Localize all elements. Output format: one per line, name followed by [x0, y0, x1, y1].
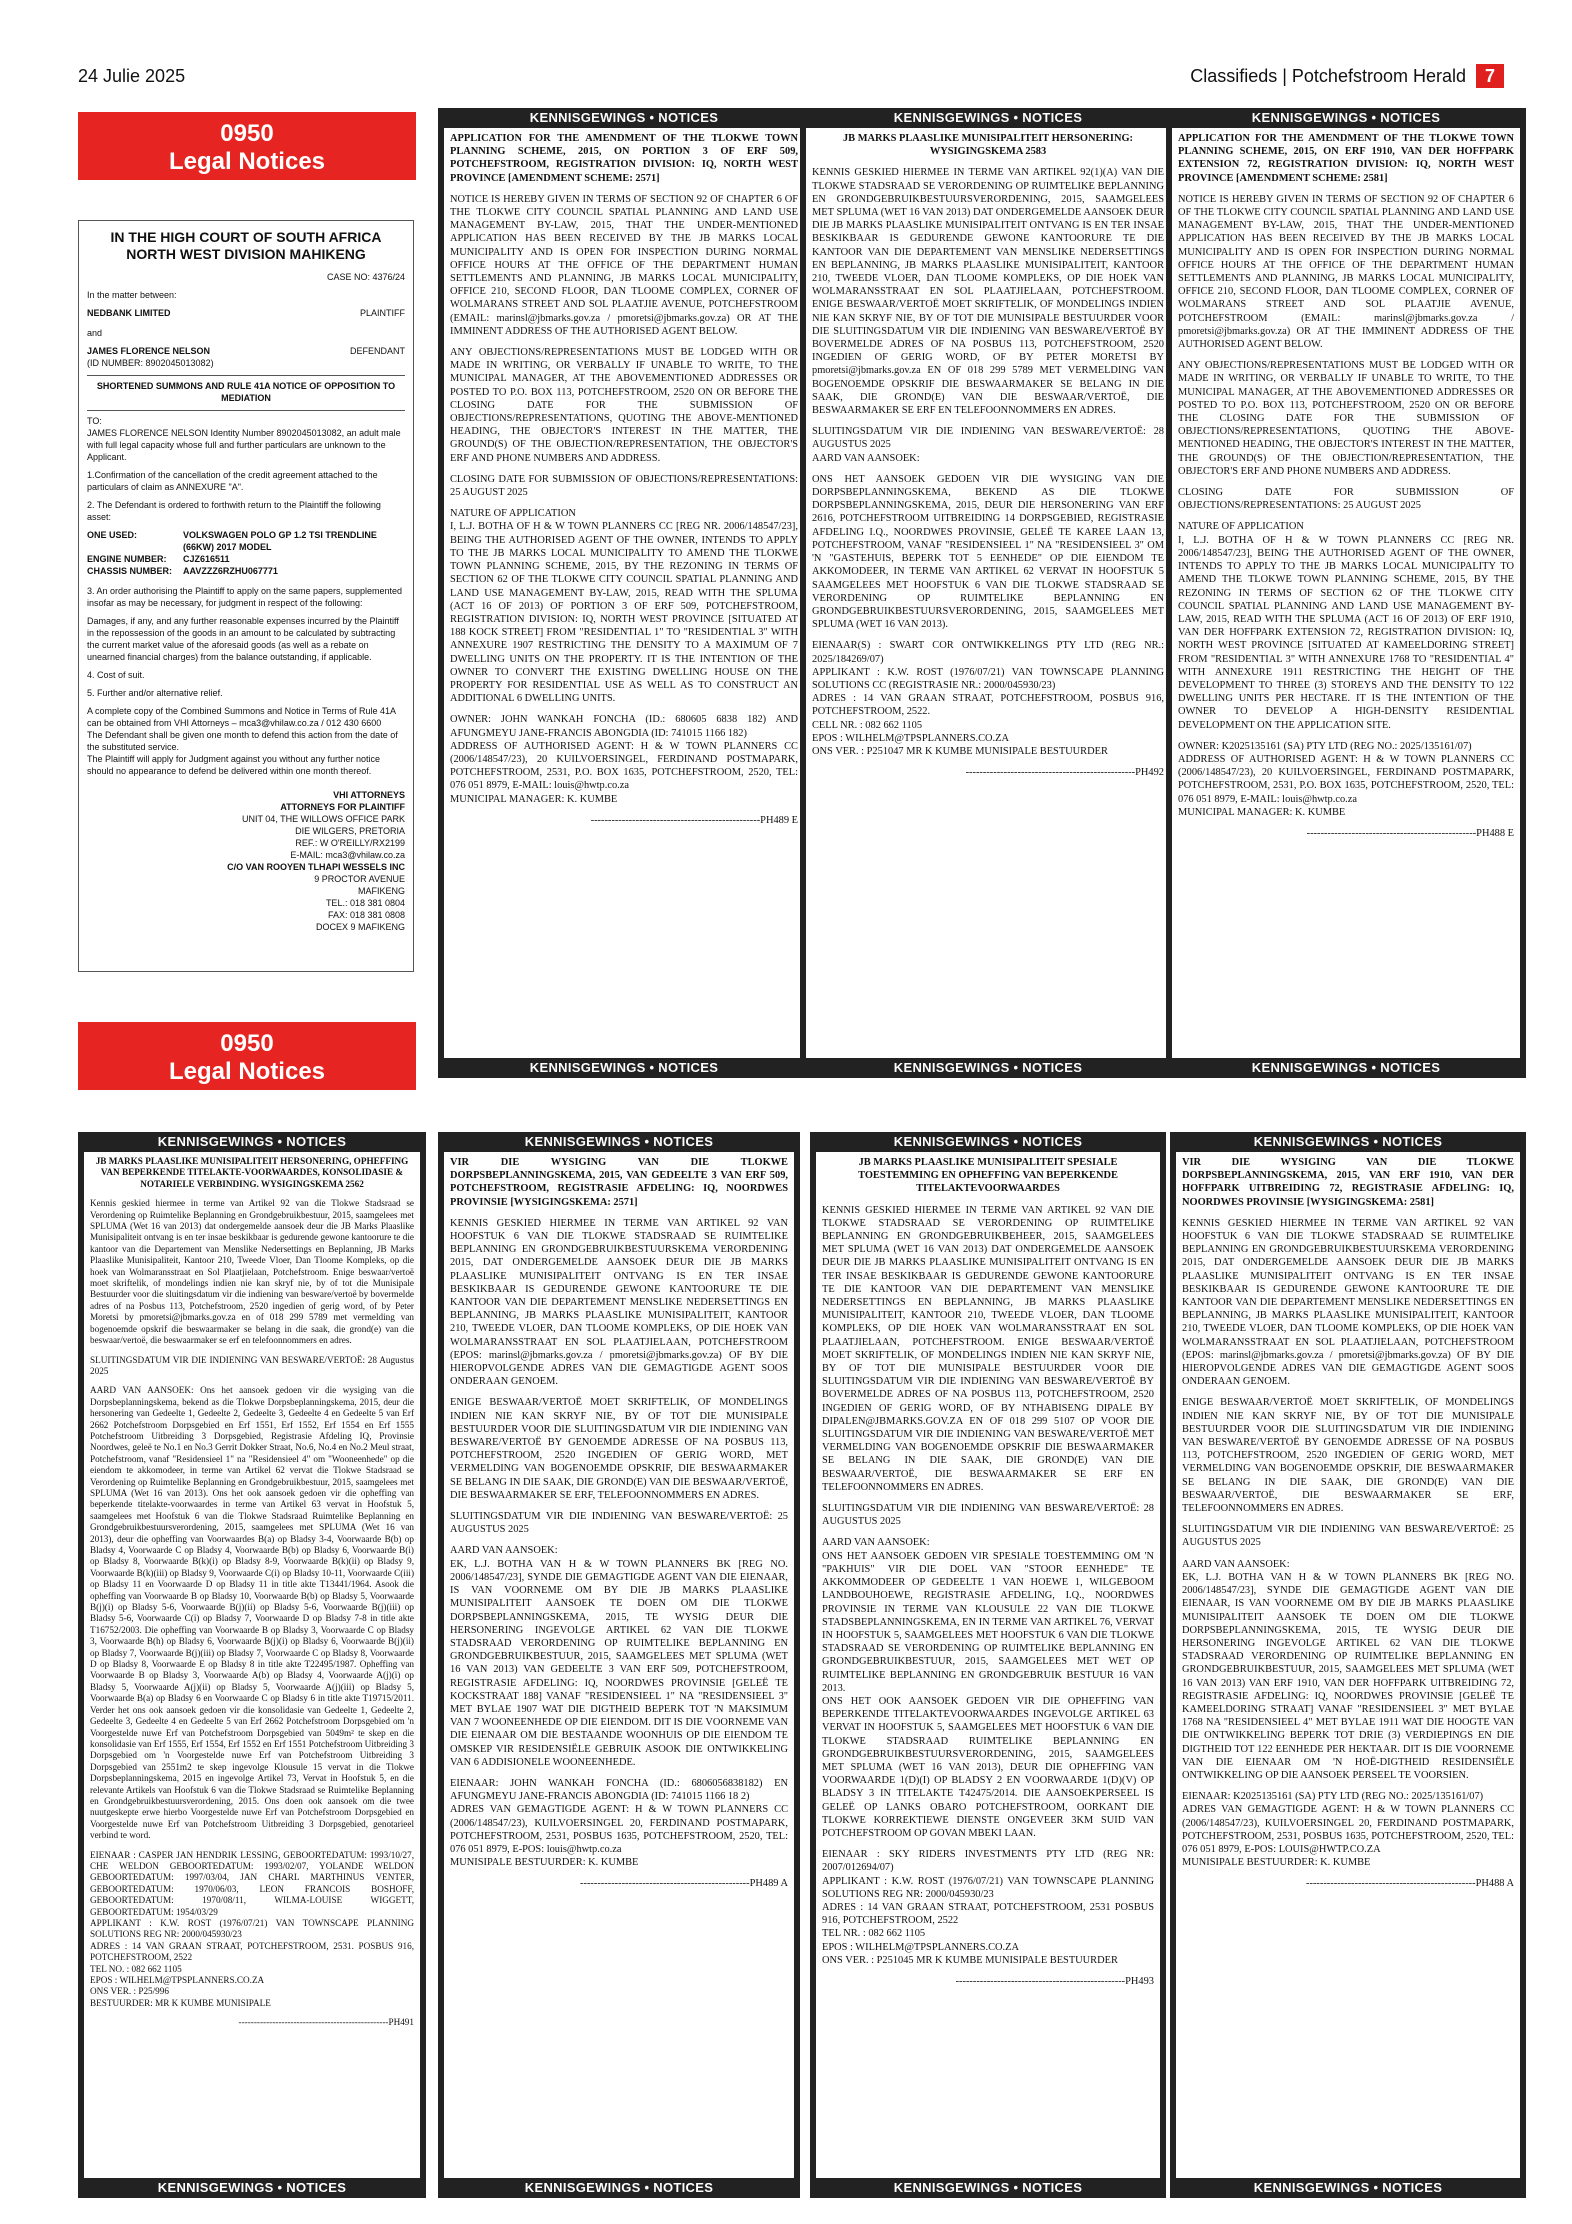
- fax: FAX: 018 381 0808: [327, 910, 405, 920]
- page-number: 7: [1476, 64, 1504, 88]
- plaintiff-role: PLAINTIFF: [359, 308, 405, 318]
- judgment-text: The Plaintiff will apply for Judgment against you without any further notice should no appearance to defend be delivered within one month thereof.: [87, 754, 380, 776]
- claim-4: 4. Cost of suit.: [87, 670, 145, 680]
- notice-paragraph: SLUITINGSDATUM VIR DIE INDIENING VAN BESWARE/VERTOË: 28 AUGUSTUS 2025: [822, 1503, 1154, 1528]
- telephone: TEL.: 018 381 0804: [325, 898, 405, 908]
- notice-paragraph: CLOSING DATE FOR SUBMISSION OF OBJECTIONS/REPRESENTATIONS: 25 AUGUST 2025: [1178, 487, 1514, 512]
- notice-body: [806, 128, 1170, 1058]
- notice-paragraph: SLUITINGSDATUM VIR DIE INDIENING VAN BESWARE/VERTOË: 25 AUGUSTUS 2025: [1182, 1524, 1514, 1549]
- notice-heading: JB MARKS PLAASLIKE MUNISIPALITEIT HERSONERING: WYSIGINGSKEMA 2583: [842, 133, 1134, 158]
- banner-title: Legal Notices: [168, 1058, 326, 1085]
- notice-reference: -------------------------------------------------PH489 A: [580, 1878, 788, 1890]
- claim-1: 1.Confirmation of the cancellation of the credit agreement attached to the particulars of claim as ANNEXURE "A".: [87, 470, 378, 492]
- notice-body: [816, 1152, 1160, 2178]
- notice-paragraph: CLOSING DATE FOR SUBMISSION OF OBJECTIONS/REPRESENTATIONS: 25 AUGUST 2025: [450, 473, 798, 499]
- notice-paragraph: EIENAAR: K2025135161 (SA) PTY LTD (REG NO.: 2025/135161/07) ADRES VAN GEMAGTIGDE AGENT: H & W TOWN PLANNERS CC (2006/148547/23), KUILVOERSINGEL 20, FERDINAND POSTMAPARK, POTCHEFSTROOM, 2531, POSBUS 1635, POTCHEFSTROOM, 2520, TEL: 076 051 8979, E-POS: LOUIS@HWTP.CO.ZA MUNISIPALE BESTUURDER: K. KUMBE: [1182, 1791, 1514, 1869]
- notice-reference: -------------------------------------------------PH488 E: [1306, 827, 1514, 839]
- notice-body: [84, 1152, 420, 2178]
- notice-paragraph: ANY OBJECTIONS/REPRESENTATIONS MUST BE LODGED WITH OR MADE IN WRITING, OR VERBALLY IF UNABLE TO WRITE, TO THE MUNICIPAL MANAGER, AT THE ABOVEMENTIONED ADDRESSES OR POSTED TO P.O. BOX 113, POTCHEFSTROOM, 2520 ON OR BEFORE THE CLOSING DATE FOR THE SUBMISSION OF OBJECTIONS/REPRESENTATIONS, QUOTING THE ABOVE-MENTIONED HEADING, THE OBJECTOR'S INTEREST IN THE MATTER, THE GROUND(S) OF THE OBJECTION/REPRESENTATION, THE OBJECTOR'S ERF AND PHONE NUMBERS AND ADDRESS.: [450, 347, 798, 464]
- notice-paragraph: ONS HET AANSOEK GEDOEN VIR DIE WYSIGING VAN DIE DORPSBEPLANNINGSKEMA, BEKEND AS DIE TLOKWE DORPSBEPLANNINGSKEMA, 2015, DEUR DIE HERSONERING VAN ERF 2616, POTCHEFSTROOM UITBREIDING 14 DORPSGEBIED, REGISTRASIE AFDELING I.Q., NOORDWES PROVINSIE, GELEË TE KAREE LAAN 13, POTCHEFSTROOM, VANAF "RESIDENSIEEL 1" NA "RESIDENSIEEL 3" OM 'N "GASTEHUIS, BEPERK TOT 5 EENHEDE" OP DIE EIENDOM TE AKKOMODEER, IN TERME VAN ARTIKEL 62 VERVAT IN HOOFSTUK 5 SAAMGELEES MET HOOFSTUK 6 VAN DIE TLOKWE STADSRAAD SE VERORDENING OP RUIMTELIKE BEPLANNING EN GRONDGEBRUIKBESTUURSVERORDENING, 2015, SAAMGELEES MET SPLUMA (WET 16 VAN 2013).: [812, 473, 1164, 631]
- banner-title: Legal Notices: [168, 148, 326, 175]
- legal-notices-banner: [78, 112, 416, 180]
- to-text: JAMES FLORENCE NELSON Identity Number 8902045013082, an adult male with full legal capacity whose full and further particulars are unknown to the Applicant.: [87, 428, 401, 462]
- section-title: Classifieds | Potchefstroom Herald: [1190, 65, 1466, 86]
- chassis-label: CHASSIS NUMBER:: [87, 566, 173, 576]
- notice-box: [78, 1132, 426, 2198]
- chassis-value: AAVZZZ6RZHU067771: [183, 566, 278, 576]
- notice-bar-bottom: KENNISGEWINGS • NOTICES: [529, 1060, 719, 1075]
- notice-paragraph: NATURE OF APPLICATION I, L.J. BOTHA OF H & W TOWN PLANNERS CC [REG NR. 2006/148547/23], BEING THE AUTHORISED AGENT OF THE OWNER, INTENDS TO APPLY TO THE JB MARKS LOCAL MUNICIPALITY TO AMEND THE TLOKWE TOWN PLANNING SCHEME, 2015, BY THE REZONING IN TERMS OF SECTION 62 OF THE TLOKWE CITY COUNCIL SPATIAL PLANNING AND LAND USE MANAGEMENT BY-LAW, 2015, READ WITH THE SPLUMA (ACT 16 OF 2013) OF ERF 1910, VAN DER HOFFPARK EXTENSION 72, REGISTRATION DIVISION: IQ, NORTH WEST PROVINCE [SITUATED AT KAMEELDORING STREET] FROM "RESIDENTIAL 3" WITH ANNEXURE 1768 TO "RESIDENTIAL 4" WITH ANNEXURE 1911 RESTRICTING THE HEIGHT OF THE DEVELOPMENT TO THREE (3) STOREYS AND THE DENSITY TO 122 DWELLING UNITS PER HECTARE. IT IS THE INTENTION OF THE OWNER TO DEVELOP A HIGH-DENSITY RESIDENTIAL DEVELOPMENT ON THE APPLICATION SITE.: [1178, 521, 1514, 731]
- notice-paragraph: KENNIS GESKIED HIERMEE IN TERME VAN ARTIKEL 92 VAN HOOFSTUK 6 VAN DIE TLOKWE STADSRAAD SE RUIMTELIKE BEPLANNING EN GRONDGEBRUIKBESTUURSKEMA VERORDENING 2015, DAT ONDERGEMELDE AANSOEK DEUR DIE JB MARKS PLAASLIKE MUNISIPALITEIT ONTVANG IS EN TER INSAE BESKIKBAAR IS GEDURENDE GEWONE KANTOORURE TE DIE KANTOOR VAN DIE DEPARTEMENT MENSLIKE NEDERSETTINGS EN BEPLANNING, JB MARKS PLAASLIKE MUNISIPALITEIT, KANTOOR 210, TWEEDE VLOER, DAN TLOOME KOMPLEKS, OP DIE HOEK VAN WOLMARANSSTRAAT EN SOL PLAATJIELAAN, POTCHEFSTROOM (EPOS: marinsl@jbmarks.gov.za / pmoretsi@jbmarks.gov.za) OF BY DIE HIEROPVOLGENDE ADRES VAN DIE GEMAGTIGDE AGENT SOOS ONDERAAN GENOEM.: [450, 1217, 788, 1388]
- copy-text: A complete copy of the Combined Summons and Notice in Terms of Rule 41A can be obtained from VHI Attorneys – mca3@vhilaw.co.za / 012 430 6600: [87, 706, 396, 728]
- notice-paragraph: ENIGE BESWAAR/VERTOË MOET SKRIFTELIK, OF MONDELINGS INDIEN NIE KAN SKRYF NIE, BY OF TOT DIE MUNISIPALE BESTUURDER VOOR DIE SLUITINGSDATUM VIR DIE INDIENING VAN BESWARE/VERTOË BY GENOEMDE ADRESSE OF NA POSBUS 113, POTCHEFSTROOM, 2520 INGEDIEN OF GERIG WORD, MET VERMELDING VAN BOGENOEMDE OPSKRIF, DIE BESWAARMAKER SE BELANG IN DIE SAAK, DIE GROND(E) VAN DIE BESWAAR/VERTOË, DIE BESWAARMAKER SE ERF, TELEFOONNOMMERS EN ADRES.: [1182, 1397, 1514, 1515]
- asset-details: [87, 529, 405, 577]
- notice-reference: -------------------------------------------------PH492: [965, 767, 1164, 779]
- docex: DOCEX 9 MAFIKENG: [315, 922, 405, 932]
- notice-reference: -------------------------------------------------PH491: [238, 2017, 414, 2028]
- notice-bar-bottom: KENNISGEWINGS • NOTICES: [524, 2180, 714, 2195]
- notice-body: [444, 128, 804, 1058]
- notice-heading: JB MARKS PLAASLIKE MUNISIPALITEIT SPESIALE TOESTEMMING EN OPHEFFING VAN BEPERKENDE TITELAKTEVOORWAARDES: [858, 1157, 1118, 1195]
- notice-bar-top: KENNISGEWINGS • NOTICES: [1253, 1134, 1443, 1149]
- notice-paragraph: KENNIS GESKIED HIERMEE IN TERME VAN ARTIKEL 92 VAN HOOFSTUK 6 VAN DIE TLOKWE STADSRAAD SE RUIMTELIKE BEPLANNING EN GRONDGEBRUIKBESTUURSKEMA VERORDENING 2015, DAT ONDERGEMELDE AANSOEK DEUR DIE JB MARKS PLAASLIKE MUNISIPALITEIT ONTVANG IS EN TER INSAE BESKIKBAAR IS GEDURENDE GEWONE KANTOORURE TE DIE KANTOOR VAN DIE DEPARTEMENT MENSLIKE NEDERSETTINGS EN BEPLANNING, JB MARKS PLAASLIKE MUNISIPALITEIT, KANTOOR 210, TWEEDE VLOER, DAN TLOOME KOMPLEKS, OP DIE HOEK VAN WOLMARANSSTRAAT EN SOL PLAATJIELAAN, POTCHEFSTROOM (EPOS: marinsl@jbmarks.gov.za / pmoretsi@jbmarks.gov.za) OF BY DIE HIEROPVOLGENDE ADRES VAN DIE GEMAGTIGDE AGENT SOOS ONDERAAN GENOEM.: [1182, 1217, 1514, 1388]
- notice-paragraph: AARD VAN AANSOEK: Ons het aansoek gedoen vir die wysiging van die Dorpsbeplanningskema, bekend as die Tlokwe Dorpsbeplanningskema, 2015, deur die hersonering van Gedeelte 1, Gedeelte 2, Gedeelte 3, Gedeelte 4 en Gedeelte 5 van Erf 2662 Potchefstroom Dorpsgebied en Erf 1551, Erf 1552, Erf 1554 en Erf 1555 Potchefstroom Uitbreiding 3 Dorpsgebied, Registrasie Afdeling IQ, Provinsie Noordwes, geleë te No.1 en No.3 Gerrit Dokker Straat, No.6, No.4 en No.2 Meul straat, Potchefstroom, vanaf "Residensieel 1" na "Residensieel 4" om "Wooneenhede" op die eiendom te akkomodeer, in terme van Artikel 62 vervat die Tlokwe Stadsraad se Verordening op Ruimtelike Beplanning en Grondgebruikbestuur, 2015, saamgelees met SPLUMA (Wet 16 van 2013). Ons het ook aansoek gedoen vir die opheffing van beperkende titelakte-voorwaardes in terme van Artikel 63 vervat in Hoofstuk 5, saamgelees met Hoofstuk 6 van die Tlokwe Stadsraad Ruimtelike Beplanning en Grondgebruikbestuursverordening, 2015, saamgelees met SPLUMA (Wet 16 van 2013), deur die opheffing van Voorwaardes B(a) op Bladsy 3-4, Voorwaarde B(b) op Bladsy 4, Voorwaarde C op Bladsy 4, Voorwaarde B(b) op Bladsy 6, Voorwaarde B(i) op Bladsy 8, Voorwaarde B(k)(i) op Bladsy 8-9, Voorwaarde B(k)(ii) op Bladsy 9, Voorwaarde B(k)(iii) op Bladsy 9, Voorwaarde C(i) op Bladsy 10-11, Voorwaarde C(iii) op Bladsy 11 en Voorwaarde D op Bladsy 11 in title akte T13441/1964. Asook die opheffing van Voorwaarde B op Bladsy 10, Voorwaarde B(b) op Bladsy 5, Voorwaarde B(j)(i) op Bladsy 5-6, Voorwaarde B(j)(ii) op Bladsy 5-6, Voorwaarde B(j)(iii) op Bladsy 5-6, Voorwaarde C(i) op Bladsy 7, Voorwaarde D op Bladsy 7-8 in title akte T16752/2003. Die opheffing van Voorwaarde B op Bladsy 3, Voorwaarde C op Bladsy 3, Voorwaarde B(h) op Bladsy 6, Voorwaarde B(j)(i) op Bladsy 6, Voorwaarde B(j)(ii) op Bladsy 7, Voorwaarde B(j)(iii) op Bladsy 7, Voorwaarde C op Bladsy 8, Voorwaarde D op Bladsy 8, Voorwaarde E op Bladsy 8 in title akte T22495/1987. Opheffing van Voorwaarde B op Bladsy 3, Voorwaarde A(b) op Bladsy 4, Voorwaarde A(j)(i) op Bladsy 5, Voorwaarde A(j)(ii) op Bladsy 5, Voorwaarde A(j)(iii) op Bladsy 5, Voorwaarde B(a) op Bladsy 6 en Voorwaarde C op Bladsy 6 in title akte T19715/2011. Verder het ons ook aansoek gedoen vir die konsolidasie van Gedeelte 1, Gedeelte 2, Gedeelte 3, Gedeelte 4 en Gedeelte 5 van Erf 2662 Potchefstroom Dorpsgebied om 'n Voorgestelde nuwe Erf van Potchefstroom Dorpsgebied van 5049m² te skep en die konsolidasie van Erf 1555, Erf 1554, Erf 1552 en Erf 1551 Potchefstroom Uitbreiding 3 Dorpsgebied om 'n Voorgestelde nuwe Erf van Potchefstroom Uitbreiding 3 Dorpsgebied van 2551m2 te skep ingevolge Klousule 15 vervat in die Tlokwe Dorpsbeplanningskema, 2015 en ingevolge Artikel 73, Vervat in Hoofstuk 5, en die relevante Artikels van Hoofstuk 6 van die Tlokwe Stadsraad se Ruimtelike Beplanning en Grondgebruikbestuursverordening, 2015. Ons doen ook aansoek om die twee nuutgeskepte erwe hierbo Voorgestelde nuwe Erf van Potchefstroom Dorpsgebied en Voorgestelde nuwe Erf van Potchefstroom Uitbreiding 3 Dorpsgebied, genotarieel verbind te word.: [90, 1385, 414, 1841]
- engine-label: ENGINE NUMBER:: [87, 554, 167, 564]
- notice-paragraph: EIENAAR : CASPER JAN HENDRIK LESSING, GEBOORTEDATUM: 1993/10/27, CHE WELDON GEBOORTEDATUM: 1993/02/07, YOLANDE WELDON GEBOORTEDATUM: 1997/03/04, JAN CHARL MARTHINUS VENTER, GEBOORTEDATUM: 1970/06/03, LEON FRANCOIS BOSHOFF, GEBOORTEDATUM: 1970/08/11, WILMA-LOUISE WIGGETT, GEBOORTEDATUM: 1954/03/29 APPLIKANT : K.W. ROST (1976/07/21) VAN TOWNSCAPE PLANNING SOLUTIONS REG NR: 2000/045930/23 ADRES : 14 VAN GRAAN STRAAT, POTCHEFSTROOM, 2531. POSBUS 916, POTCHEFSTROOM, 2522 TEL NO. : 082 662 1105 EPOS : WILHELM@TPSPLANNERS.CO.ZA ONS VER. : P25/996 BESTUURDER: MR K KUMBE MUNISIPALE: [90, 1849, 414, 2008]
- notice-paragraph: ANY OBJECTIONS/REPRESENTATIONS MUST BE LODGED WITH OR MADE IN WRITING, OR VERBALLY IF UNABLE TO WRITE, TO THE MUNICIPAL MANAGER, AT THE ABOVEMENTIONED ADDRESSES OR POSTED TO P.O. BOX 113, POTCHEFSTROOM, 2520 ON OR BEFORE THE CLOSING DATE FOR THE SUBMISSION OF OBJECTIONS/REPRESENTATIONS, QUOTING THE ABOVE-MENTIONED HEADING, THE OBJECTOR'S INTEREST IN THE MATTER, THE GROUND(S) OF THE OBJECTION/REPRESENTATION, THE OBJECTOR'S ERF AND PHONE NUMBERS AND ADDRESS.: [1178, 360, 1514, 477]
- notice-bar-bottom: KENNISGEWINGS • NOTICES: [893, 2180, 1083, 2195]
- notice-heading: APPLICATION FOR THE AMENDMENT OF THE TLOKWE TOWN PLANNING SCHEME, 2015, ON ERF 1910, VAN DER HOFFPARK EXTENSION 72, REGISTRATION DIVISION: IQ, NORTH WEST PROVINCE [AMENDMENT SCHEME: 2581]: [1178, 133, 1514, 184]
- defendant-id: (ID NUMBER: 8902045013082): [87, 358, 214, 368]
- section-header: [1190, 64, 1504, 88]
- notice-bar-bottom: KENNISGEWINGS • NOTICES: [1253, 2180, 1443, 2195]
- matter-text: In the matter between:: [87, 290, 177, 300]
- notice-bar-top: KENNISGEWINGS • NOTICES: [524, 1134, 714, 1149]
- correspondent-address-1: 9 PROCTOR AVENUE: [314, 874, 405, 884]
- notice-heading: VIR DIE WYSIGING VAN DIE TLOKWE DORPSBEPLANNINGSKEMA, 2015, VAN GEDEELTE 3 VAN ERF 509, POTCHEFSTROOM, REGISTRASIE AFDELING: IQ, NOORDWES PROVINSIE [WYSIGINGSKEMA: 2571]: [450, 1157, 788, 1208]
- notice-paragraph: KENNIS GESKIED HIERMEE IN TERME VAN ARTIKEL 92 VAN DIE TLOKWE STADSRAAD SE VERORDENING OP RUIMTELIKE BEPLANNING EN GRONDGEBRUIKBEHEER, 2015, SAAMGELEES MET SPLUMA (WET 16 VAN 2013) DAT ONDERGEMELDE AANSOEK DEUR DIE JB MARKS PLAASLIKE MUNISIPALITEIT ONTVANG IS EN TER INSAE BESKIKBAAR IS GEDURENDE GEWONE KANTOORURE TE DIE KANTOOR VAN DIE DEPARTEMENT VAN MENSLIKE NEDERSETTINGS EN BEPLANNING, JB MARKS PLAASLIKE MUNISIPALITEIT, KANTOOR 210, TWEEDE VLOER, DAN TLOOME KOMPLEKS, OP DIE HOEK VAN WOLMARANSSTRAAT EN SOL PLAATJIELAAN, POTCHEFSTROOM. ENIGE BESWAAR/VERTOË MOET SKRIFTELIK, OF MONDELINGS INDIEN NIE KAN SKRYF NIE, BY OF TOT DIE MUNISIPALE BESTUURDER VOOR DIE SLUITINGSDATUM VIR DIE INDIENING VAN BESWARE/VERTOË BY BOVERMELDE ADRES OF NA POSBUS 113, POTCHEFSTROOM, 2520 INGEDIEN OF GERIG WORD, OF BY NTHABISENG DIPALE BY DIPALEN@JBMARKS.GOV.ZA EN OF 018 299 5107 OP VOOR DIE SLUITINGSDATUM VIR DIE INDIENING VAN BESWARE/VERTOË MET VERMELDING VAN BOGENOEMDE OPSKRIF DIE BESWAARMAKER SE BELANG IN DIE SAAK, DIE GROND(E) VAN DIE BESWAAR/VERTOË, DIE BESWAARMAKER SE ERF EN TELEFOONNOMMERS EN ADRES.: [822, 1204, 1154, 1493]
- correspondent: C/O VAN ROOYEN TLHAPI WESSELS INC: [227, 862, 405, 872]
- banner-number: 0950: [220, 120, 274, 147]
- damages-text: Damages, if any, and any further reasonable expenses incurred by the Plaintiff in the repossession of the goods in an amount to be calculated by subtracting the current market value of the aforesaid goods (as well as a rebate on unearned financial charges) from the balance outstanding, if applicable.: [87, 616, 399, 662]
- notice-paragraph: ENIGE BESWAAR/VERTOË MOET SKRIFTELIK, OF MONDELINGS INDIEN NIE KAN SKRYF NIE, BY OF TOT DIE MUNISIPALE BESTUURDER VOOR DIE SLUITINGSDATUM VIR DIE INDIENING VAN BESWARE/VERTOË BY GENOEMDE ADRESSE OF NA POSBUS 113, POTCHEFSTROOM, 2520 INGEDIEN OF GERIG WORD, MET VERMELDING VAN BOGENOEMDE OPSKRIF, DIE BESWAARMAKER SE BELANG IN DIE SAAK, DIE GROND(E) VAN DIE BESWAAR/VERTOË, DIE BESWAARMAKER SE ERF, TELEFOONNOMMERS EN ADRES.: [450, 1397, 788, 1501]
- notice-bar-top: KENNISGEWINGS • NOTICES: [157, 1134, 347, 1149]
- correspondent-address-2: MAFIKENG: [357, 886, 405, 896]
- notice-heading: JB MARKS PLAASLIKE MUNISIPALITEIT HERSONERING, OPHEFFING VAN BEPERKENDE TITELAKTE-VOORWAARDES, KONSOLIDASIE & NOTARIELE VERBINDING. WYSIGINGSKEMA 2562: [95, 1156, 409, 1189]
- notice-paragraph: AARD VAN AANSOEK: EK, L.J. BOTHA VAN H & W TOWN PLANNERS BK [REG NO. 2006/148547/23], SYNDE DIE GEMAGTIGDE AGENT VAN DIE EIENAAR, IS VAN VOORNEME OM BY DIE JB MARKS PLAASLIKE MUNISIPALITEIT AANSOEK TE DOEN OM DIE TLOKWE DORPSBEPLANNINGSKEMA, 2015, TE WYSIG DEUR DIE HERSONERING INGEVOLGE ARTIKEL 62 VAN DIE TLOKWE STADSRAAD VERORDENING OP RUIMTELIKE BEPLANNING EN GRONDGEBRUIKBESTUUR, 2015, SAAMGELEES MET SPLUMA (WET 16 VAN 2013) VAN ERF 1910, VAN DER HOFFPARK UITBREIDING 72, REGISTRASIE AFDELING: IQ, NOORDWES PROVINSIE [GELEË TE KAMEELDORING STRAAT] VANAF "RESIDENSIEEL 3" MET BYLAE 1768 NA "RESIDENSIEEL 4" MET BYLAE 1911 WAT DIE HOOGTE VAN DIE ONTWIKKELING BEPERK TOT DRIE (3) VERDIEPINGS EN DIE DIGTHEID TOT 122 EENHEDE PER HEKTAAR. DIT IS DIE VOORNEME VAN DIE EIENAAR OM 'N HOË-DIGTHEID RESIDENSIËLE ONTWIKKELING OP DIE AANSOEK PERSEEL TE VOORSIEN.: [1182, 1558, 1514, 1781]
- divider: [87, 375, 405, 376]
- engine-value: CJZ616511: [183, 554, 230, 564]
- defend-text: The Defendant shall be given one month to defend this action from the date of the substituted service.: [87, 730, 398, 752]
- divider: [87, 410, 405, 411]
- banner-number: 0950: [220, 1030, 274, 1057]
- notice-paragraph: EIENAAR(S) : SWART COR ONTWIKKELINGS PTY LTD (REG NR.: 2025/184269/07) APPLIKANT : K.W. ROST (1976/07/21) VAN TOWNSCAPE PLANNING SOLUTIONS CC (REGISTRASIE NR.: 2000/045930/23) ADRES : 14 VAN GRAAN STRAAT, POTCHEFSTROOM, POSBUS 916, POTCHEFSTROOM, 2522. CELL NR. : 082 662 1105 EPOS : WILHELM@TPSPLANNERS.CO.ZA ONS VER. : P251047 MR K KUMBE MUNISIPALE BESTUURDER: [812, 640, 1164, 757]
- notice-box: [1166, 108, 1526, 1078]
- notice-paragraph: EIENAAR : SKY RIDERS INVESTMENTS PTY LTD (REG NR: 2007/012694/07) APPLIKANT : K.W. ROST (1976/07/21) VAN TOWNSCAPE PLANNING SOLUTIONS REG NR: 2000/045930/23 ADRES : 14 VAN GRAAN STRAAT, POTCHEFSTROOM, 2531 POSBUS 916, POTCHEFSTROOM, 2522 TEL NR. : 082 662 1105 EPOS : WILHELM@TPSPLANNERS.CO.ZA ONS VER. : P251045 MR K KUMBE MUNISIPALE BESTUURDER: [822, 1849, 1154, 1966]
- address-line-1: UNIT 04, THE WILLOWS OFFICE PARK: [241, 814, 405, 824]
- one-used-value: VOLKSWAGEN POLO GP 1.2 TSI TRENDLINE (66KW) 2017 MODEL: [183, 530, 377, 552]
- notice-paragraph: OWNER: K2025135161 (SA) PTY LTD (REG NO.: 2025/135161/07) ADDRESS OF AUTHORISED AGENT: H & W TOWN PLANNERS CC (2006/148547/23), 20 KUILVOERSINGEL, FERDINAND POSTMAPARK, POTCHEFSTROOM, 2531, P.O. BOX 1635, POTCHEFSTROOM, 2520, TEL: 076 051 8979, E-MAIL: louis@hwtp.co.za MUNICIPAL MANAGER: K. KUMBE: [1178, 740, 1514, 818]
- address-line-2: DIE WILGERS, PRETORIA: [295, 826, 405, 836]
- attorneys-for: ATTORNEYS FOR PLAINTIFF: [280, 802, 405, 812]
- legal-notices-banner: [78, 1022, 416, 1090]
- notice-paragraph: AARD VAN AANSOEK: ONS HET AANSOEK GEDOEN VIR SPESIALE TOESTEMMING OM 'N "PAKHUIS" VIR DIE DOEL VAN "STOOR EENHEDE" TE AKKOMMODEER OP GEDEELTE 1 VAN HOEWE 1, WILGEBOOM LANDBOUHOEWE, REGISTRASIE AFDELING, I.Q., NOORDWES PROVINSIE IN TERME VAN KLOUSULE 22 VAN DIE TLOKWE STADSBEPLANNINGSKEMA, EN IN TERME VAN ARTIKEL 76, VERVAT IN HOOFSTUK 5, SAAMGELEES MET HOOFSTUK 6 VAN DIE TLOKWE STADSRAAD SE VERORDENING OP RUIMTELIKE BEPLANNING EN GRONDGEBRUIKBESTUUR, 2015, SAAMGELEES MET WET OP RUIMTELIKE BEPLANNING EN GRONDGEBRUIK BESTUUR 16 VAN 2013. ONS HET OOK AANSOEK GEDOEN VIR DIE OPHEFFING VAN BEPERKENDE TITELAKTEVOORWAARDES INGEVOLGE ARTIKEL 63 VERVAT IN HOOFSTUK 5, SAAMGELEES MET HOOFSTUK 6 VAN DIE TLOKWE STADSRAAD RUIMTELIKE BEPLANNING EN GRONDGEBRUIKBESTUURSVERORDENING, 2015, SAAMGELEES MET SPLUMA (WET 16 VAN 2013), DEUR DIE OPHEFFING VAN VOORWAARDE 1(D)(I) OP BLADSY 2 EN VOORWAARDE 1(D)(V) OP BLADSY 3 IN TITELAKTE T42475/2014. DIE AANSOEKPERSEEL IS GELEË OP LANKS OBARO POTCHEFSTROOM, OORKANT DIE TLOKWE KORREKTIEWE DIENSTE ONGEVEER 3KM SUID VAN POTCHEFSTROOM OP GOVAN MBEKI LAAN.: [822, 1537, 1154, 1839]
- notice-paragraph: AARD VAN AANSOEK: EK, L.J. BOTHA VAN H & W TOWN PLANNERS BK [REG NO. 2006/148547/23], SYNDE DIE GEMAGTIGDE AGENT VAN DIE EIENAAR, IS VAN VOORNEME OM BY DIE JB MARKS PLAASLIKE MUNISIPALITEIT AANSOEK TE DOEN OM DIE TLOKWE DORPSBEPLANNINGSKEMA, 2015, TE WYSIG DEUR DIE HERSONERING INGEVOLGE ARTIKEL 62 VAN DIE TLOKWE STADSRAAD VERORDENING OP RUIMTELIKE BEPLANNING EN GRONDGEBRUIKBESTUUR, 2015, SAAMGELEES MET SPLUMA (WET 16 VAN 2013) VAN GEDEELTE 3 VAN ERF 509, POTCHEFSTROOM, REGISTRASIE AFDELING: IQ, NOORDWES PROVINSIE [GELEË TE KOCKSTRAAT 188] VANAF "RESIDENSIEEL 1" NA "RESIDENSIEEL 3" MET BYLAE 1907 WAT DIE DIGTHEID BEPERK TOT 'N MAKSIMUM VAN 7 WOONEENHEDE OP DIE EIENDOM. DIT IS DIE VOORNEME VAN DIE EIENAAR OM DIE BESTAANDE WOONHUIS OP DIE EIENDOM TE OMSKEP VIR RESIDENSIËLE GEBRUIK ASOOK DIE ONTWIKKELING VAN 6 ADDISIONELE WOONEENHEDE.: [450, 1545, 788, 1768]
- notice-box: [438, 108, 810, 1078]
- notice-body: [444, 1152, 794, 2178]
- notice-paragraph: NATURE OF APPLICATION I, L.J. BOTHA OF H & W TOWN PLANNERS CC [REG NR. 2006/148547/23], BEING THE AUTHORISED AGENT OF THE OWNER, INTENDS TO APPLY TO THE JB MARKS LOCAL MUNICIPALITY TO AMEND THE TLOKWE TOWN PLANNING SCHEME, 2015, BY THE REZONING IN TERMS OF SECTION 62 OF THE TLOKWE CITY COUNCIL SPATIAL PLANNING AND LAND USE MANAGEMENT BY-LAW, 2015, READ WITH THE SPLUMA (ACT 16 OF 2013) OF PORTION 3 OF ERF 509, POTCHEFSTROOM, REGISTRATION DIVISION: IQ, NORTH WEST PROVINCE [SITUATED AT 188 KOCK STREET] FROM "RESIDENTIAL 1" TO "RESIDENTIAL 3" WITH ANNEXURE 1907 RESTRICTING THE DENSITY TO A MAXIMUM OF 7 DWELLING UNITS ON THE PROPERTY. IT IS THE INTENTION OF THE OWNER TO CONVERT THE EXISTING DWELLING HOUSE ON THE PROPERTY FOR RESIDENTIAL USE AS WELL AS TO CONSTRUCT AN ADDITIONAL 6 DWELLING UNITS.: [450, 508, 798, 705]
- notice-heading: VIR DIE WYSIGING VAN DIE TLOKWE DORPSBEPLANNINGSKEMA, 2015, VAN ERF 1910, VAN DER HOFFPARK UITBREIDING 72, REGISTRASIE AFDELING: IQ, NOORDWES PROVINSIE [WYSIGINGSKEMA: 2581]: [1182, 1157, 1514, 1208]
- notice-paragraph: KENNIS GESKIED HIERMEE IN TERME VAN ARTIKEL 92(1)(A) VAN DIE TLOKWE STADSRAAD SE VERORDENING OP RUIMTELIKE BEPLANNING EN GRONDGEBRUIKBESTUURSVERORDENING, 2015, SAAMGELEES MET SPLUMA (WET 16 VAN 2013) DAT ONDERGEMELDE AANSOEK DEUR DIE JB MARKS PLAASLIKE MUNISIPALITEIT ONTVANG IS EN TER INSAE BESKIKBAAR IS GEDURENDE GEWONE KANTOORURE TE DIE KANTOOR VAN DIE DEPARTEMENT VAN MENSLIKE NEDERSETTINGS EN BEPLANNING, JB MARKS PLAASLIKE MUNISIPALITEIT, KANTOOR 210, TWEEDE VLOER, DAN TLOOME KOMPLEKS, OP DIE HOEK VAN WOLMARANSSTRAAT EN SOL PLAATJIELAAN, POTCHEFSTROOM. ENIGE BESWAAR/VERTOË MOET SKRIFTELIK, OF MONDELINGS INDIEN NIE KAN SKRYF NIE, BY OF TOT DIE MUNISIPALE BESTUURDER VOOR DIE SLUITINGSDATUM VIR DIE INDIENING VAN BESWARE/VERTOË BY BOVERMELDE ADRES OF NA POSBUS 113, POTCHEFSTROOM, 2520 INGEDIEN OF GERIG WORD, OF BY PETER MORETSI BY pmoretsi@jbmarks.gov.za EN OF 018 299 5789 MET VERMELDING VAN BOGENOEMDE OPSKRIF DIE BESWAARMAKER SE BELANG IN DIE SAAK, DIE GROND(E) VAN DIE BESWAAR/VERTOË, DIE BESWAARMAKER SE ERF EN TELEFOONNOMMERS EN ADRES.: [812, 167, 1164, 417]
- notice-paragraph: SLUITINGSDATUM VIR DIE INDIENING VAN BESWARE/VERTOË: 25 AUGUSTUS 2025: [450, 1511, 788, 1536]
- claim-5: 5. Further and/or alternative relief.: [87, 688, 223, 698]
- plaintiff-name: NEDBANK LIMITED: [87, 308, 171, 318]
- notice-reference: -------------------------------------------------PH489 E: [590, 814, 798, 826]
- claim-3: 3. An order authorising the Plaintiff to apply on the same papers, supplemented insofar as may be necessary, for judgment in respect of the following:: [87, 586, 403, 608]
- notice-paragraph: NOTICE IS HEREBY GIVEN IN TERMS OF SECTION 92 OF CHAPTER 6 OF THE TLOKWE CITY COUNCIL SPATIAL PLANNING AND LAND USE MANAGEMENT BY-LAW, 2015, THAT THE UNDER-MENTIONED APPLICATION HAS BEEN RECEIVED BY THE JB MARKS LOCAL MUNICIPALITY AND IS OPEN FOR INSPECTION DURING NORMAL OFFICE HOURS AT THE OFFICE OF THE DEPARTMENT HUMAN SETTLEMENTS AND PLANNING, JB MARKS LOCAL MUNICIPALITY, OFFICE 210, SECOND FLOOR, DAN TLOOME COMPLEX, CORNER OF WOLMARANS STREET AND SOL PLAATJIE AVENUE, POTCHEFSTROOM (EMAIL: marinsl@jbmarks.gov.za / pmoretsi@jbmarks.gov.za) OR AT THE IMMINENT ADDRESS OF THE AUTHORISED AGENT BELOW.: [1178, 193, 1514, 351]
- to-label: TO:: [87, 416, 102, 426]
- defendant-name: JAMES FLORENCE NELSON: [87, 346, 211, 356]
- summons-title: SHORTENED SUMMONS AND RULE 41A NOTICE OF OPPOSITION TO MEDIATION: [96, 381, 396, 403]
- notice-body: [1172, 128, 1520, 1058]
- notice-paragraph: EIENAAR: JOHN WANKAH FONCHA (ID.: 6806056838182) EN AFUNGMEYU JANE-FRANCIS ABONGDIA (ID: 741015 1166 18 2) ADRES VAN GEMAGTIGDE AGENT: H & W TOWN PLANNERS CC (2006/148547/23), KUILVOERSINGEL 20, FERDINAND POSTMAPARK, POTCHEFSTROOM, 2531, POSBUS 1635, POTCHEFSTROOM, 2520, TEL: 076 051 8979, E-POS: louis@hwtp.co.za MUNISIPALE BESTUURDER: K. KUMBE: [450, 1777, 788, 1869]
- notice-box: [1170, 1132, 1526, 2198]
- email: E-MAIL: mca3@vhilaw.co.za: [290, 850, 405, 860]
- notice-bar-bottom: KENNISGEWINGS • NOTICES: [157, 2180, 347, 2195]
- notice-box: [800, 108, 1176, 1078]
- notice-paragraph: SLUITINGSDATUM VIR DIE INDIENING VAN BESWARE/VERTOË: 28 Augustus 2025: [90, 1354, 414, 1376]
- defendant-role: DEFENDANT: [349, 346, 405, 356]
- issue-date: 24 Julie 2025: [78, 66, 186, 86]
- notice-reference: -------------------------------------------------PH493: [955, 1975, 1154, 1987]
- attorneys-name: VHI ATTORNEYS: [333, 790, 405, 800]
- notice-heading: APPLICATION FOR THE AMENDMENT OF THE TLOKWE TOWN PLANNING SCHEME, 2015, ON PORTION 3 OF ERF 509, POTCHEFSTROOM, REGISTRATION DIVISION: IQ, NORTH WEST PROVINCE [AMENDMENT SCHEME: 2571]: [450, 133, 798, 184]
- notice-bar-bottom: KENNISGEWINGS • NOTICES: [1251, 1060, 1441, 1075]
- notice-bar-bottom: KENNISGEWINGS • NOTICES: [893, 1060, 1083, 1075]
- notice-paragraph: NOTICE IS HEREBY GIVEN IN TERMS OF SECTION 92 OF CHAPTER 6 OF THE TLOKWE CITY COUNCIL SPATIAL PLANNING AND LAND USE MANAGEMENT BY-LAW, 2015, THAT THE UNDER-MENTIONED APPLICATION HAS BEEN RECEIVED BY THE JB MARKS LOCAL MUNICIPALITY AND IS OPEN FOR INSPECTION DURING NORMAL OFFICE HOURS AT THE OFFICE OF THE DEPARTMENT HUMAN SETTLEMENTS AND PLANNING, JB MARKS LOCAL MUNICIPALITY, OFFICE 210, SECOND FLOOR, DAN TLOOME COMPLEX, CORNER OF WOLMARANS STREET AND SOL PLAATJIE AVENUE, POTCHEFSTROOM (EMAIL: marinsl@jbmarks.gov.za / pmoretsi@jbmarks.gov.za) OR AT THE IMMINENT ADDRESS OF THE AUTHORISED AGENT BELOW.: [450, 193, 798, 337]
- notice-box: [810, 1132, 1166, 2198]
- court-notice: [78, 220, 414, 972]
- reference: REF.: W O'REILLY/RX2199: [295, 838, 405, 848]
- notice-box: [438, 1132, 800, 2198]
- notice-paragraph: Kennis geskied hiermee in terme van Artikel 92 van die Tlokwe Stadsraad se Verordening op Ruimtelike Beplanning en Grondgebruikbestuur, 2015, saamgelees met SPLUMA (Wet 16 van 2013) dat ondergemelde aansoek deur die JB Marks Plaaslike Munisipaliteit ontvang is en ter insae beskikbaar is gedurende gewone kantoorure te die kantoor van die Departement van Menslike Nedersettings en Beplanning, JB Marks Plaaslike Munisipaliteit, Kantoor 210, Tweede Vloer, Dan Tloome Kompleks, op die hoek van Wolmaransstraat en Sol Plaatjielaan, Potchefstroom. Enige beswaar/vertoë moet skriftelik, of mondelings indien nie kan skryf nie, by of tot die Munisipale Bestuurder voor die sluitingsdatum vir die indiening van besware/vertoë by bovermelde adres of na Posbus 113, Potchefstroom, 2520 ingedien of gerig word, of by Peter Moretsi by pmoretsi@jbmarks.gov.za en of 018 299 5789 met vermelding van bogenoemde opskrif die beswaarmaker se belang in die saak, die grond(e) van die beswaar/vertoë, die beswaarmaker se erf en telefoonnommers en adres.: [90, 1198, 414, 1346]
- claim-2: 2. The Defendant is ordered to forthwith return to the Plaintiff the following asset:: [87, 500, 381, 522]
- notice-reference: -------------------------------------------------PH488 A: [1306, 1878, 1514, 1890]
- notice-paragraph: OWNER: JOHN WANKAH FONCHA (ID.: 680605 6838 182) AND AFUNGMEYU JANE-FRANCIS ABONGDIA (ID: 741015 1166 182) ADDRESS OF AUTHORISED AGENT: H & W TOWN PLANNERS CC (2006/148547/23), 20 KUILVOERSINGEL, FERDINAND POSTMAPARK, POTCHEFSTROOM, 2531, P.O. BOX 1635, POTCHEFSTROOM, 2520, TEL: 076 051 8979, E-MAIL: louis@hwtp.co.za MUNICIPAL MANAGER: K. KUMBE: [450, 714, 798, 805]
- case-number: CASE NO: 4376/24: [326, 272, 405, 282]
- one-used-label: ONE USED:: [87, 530, 138, 540]
- notice-bar-top: KENNISGEWINGS • NOTICES: [529, 110, 719, 125]
- court-title: IN THE HIGH COURT OF SOUTH AFRICA NORTH WEST DIVISION MAHIKENG: [110, 229, 382, 262]
- notice-bar-top: KENNISGEWINGS • NOTICES: [1251, 110, 1441, 125]
- and-text: and: [87, 328, 103, 338]
- notice-paragraph: SLUITINGSDATUM VIR DIE INDIENING VAN BESWARE/VERTOË: 28 AUGUSTUS 2025 AARD VAN AANSOEK:: [812, 426, 1164, 464]
- notice-bar-top: KENNISGEWINGS • NOTICES: [893, 1134, 1083, 1149]
- notice-body: [1176, 1152, 1520, 2178]
- notice-bar-top: KENNISGEWINGS • NOTICES: [893, 110, 1083, 125]
- attorney-block: [87, 789, 405, 933]
